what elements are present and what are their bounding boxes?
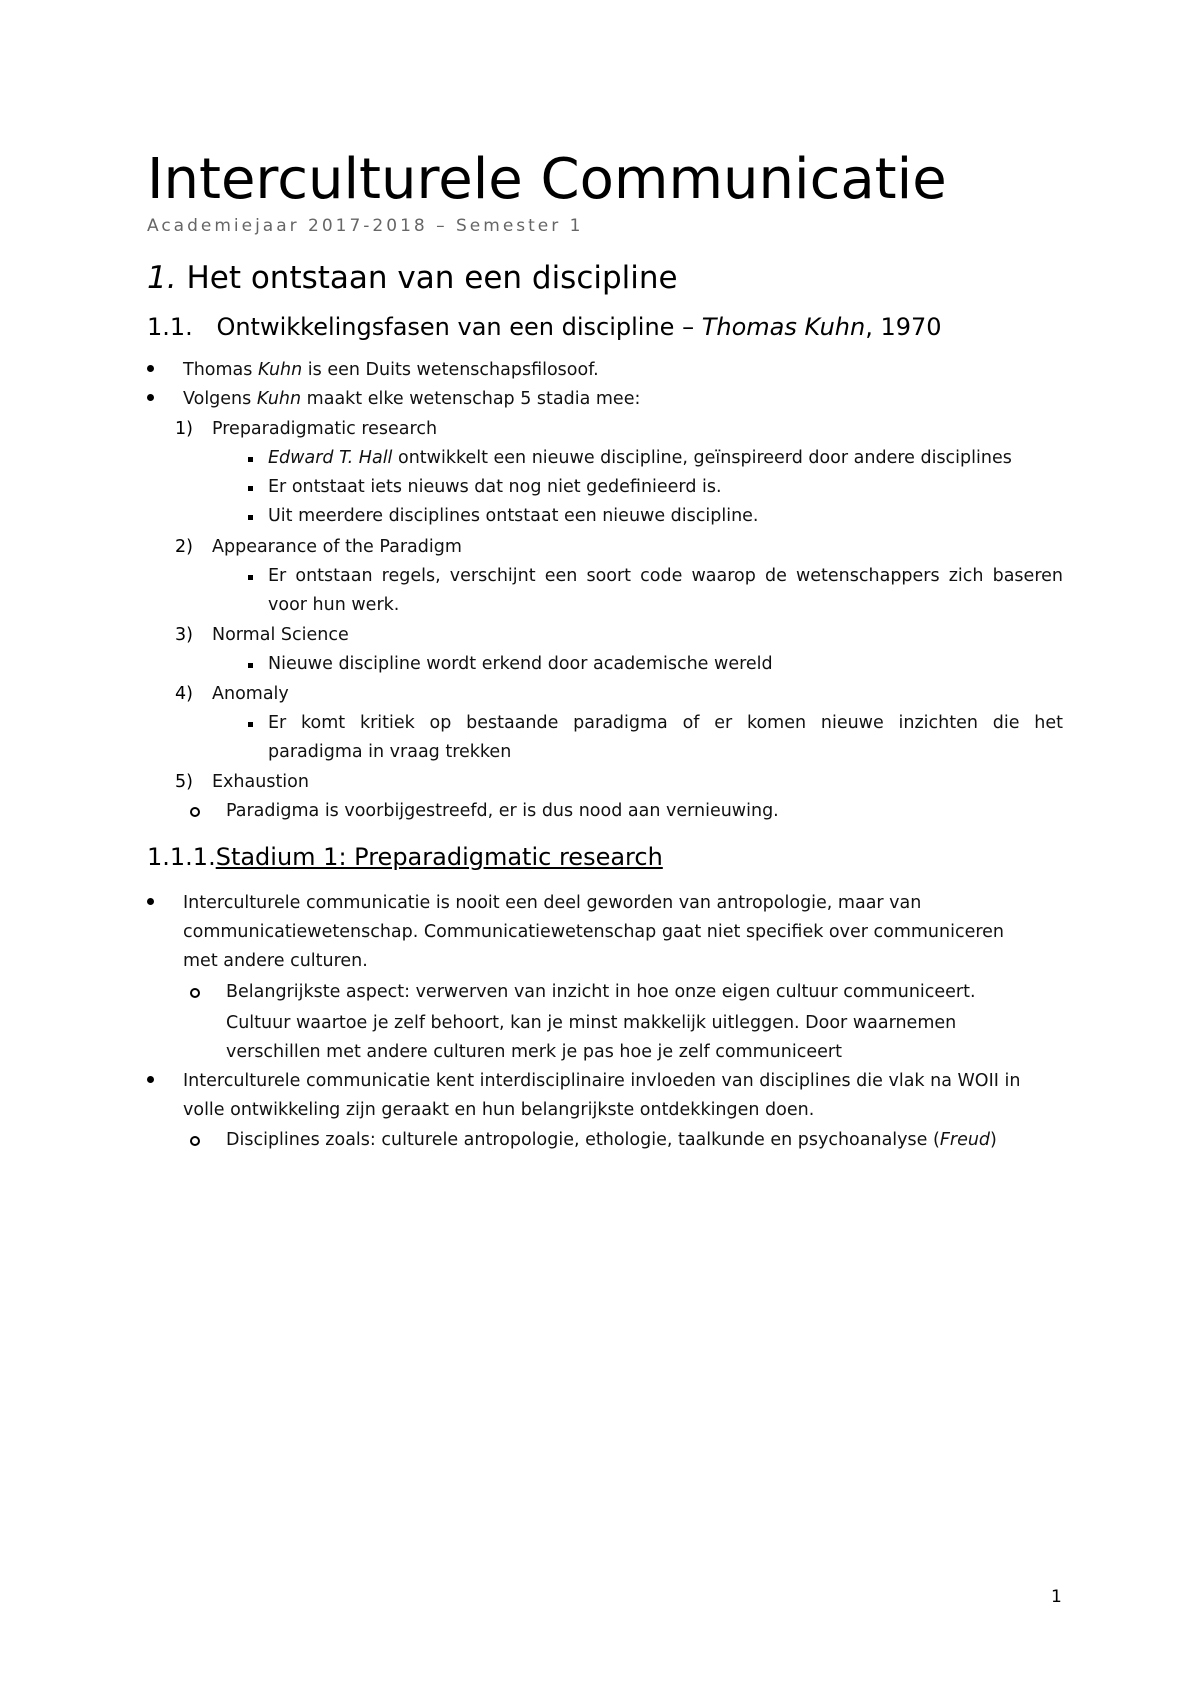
list-item: Uit meerdere disciplines ontstaat een nieuwe discipline.: [268, 506, 759, 526]
list-item: Er ontstaan regels, verschijnt een soort code waarop de wetenschappers zich baseren: [268, 566, 1063, 586]
page-number: 1: [1051, 1587, 1062, 1607]
bullet-icon: [248, 722, 253, 727]
list-item: Er komt kritiek op bestaande paradigma of er komen nieuwe inzichten die het: [268, 713, 1063, 733]
bullet-icon: [248, 515, 253, 520]
list-item: Volgens Kuhn maakt elke wetenschap 5 stadia mee:: [183, 389, 641, 409]
stage-label: Exhaustion: [212, 772, 309, 792]
list-item: Edward T. Hall ontwikkelt een nieuwe discipline, geïnspireerd door andere disciplines: [268, 448, 1012, 468]
document-title: Interculturele Communicatie: [147, 147, 947, 212]
stage-number: 2): [175, 537, 193, 557]
list-item: Interculturele communicatie kent interdisciplinaire invloeden van disciplines die vlak na WOII in: [183, 1071, 1021, 1091]
list-item: Nieuwe discipline wordt erkend door academische wereld: [268, 654, 773, 674]
bullet-icon: [190, 807, 200, 817]
heading-number: 1.1.1.: [147, 843, 216, 871]
list-item-continuation: communicatiewetenschap. Communicatiewetenschap gaat niet specifiek over communiceren: [183, 922, 1005, 942]
bullet-icon: [248, 663, 253, 668]
stage-label: Anomaly: [212, 684, 289, 704]
document-subtitle: Academiejaar 2017-2018 – Semester 1: [147, 216, 584, 236]
bullet-icon: [248, 457, 253, 462]
stage-label: Normal Science: [212, 625, 349, 645]
bullet-icon: [147, 898, 154, 905]
bullet-icon: [147, 365, 154, 372]
list-item: Paradigma is voorbijgestreefd, er is dus nood aan vernieuwing.: [226, 801, 779, 821]
list-item: Er ontstaat iets nieuws dat nog niet gedefinieerd is.: [268, 477, 722, 497]
list-item: Thomas Kuhn is een Duits wetenschapsfilosoof.: [183, 360, 599, 380]
list-item-continuation: paradigma in vraag trekken: [268, 742, 512, 762]
stage-label: Preparadigmatic research: [212, 419, 438, 439]
heading-text: Het ontstaan van een discipline: [186, 260, 678, 296]
heading-year: , 1970: [865, 313, 942, 341]
stage-number: 4): [175, 684, 193, 704]
list-item: Interculturele communicatie is nooit een deel geworden van antropologie, maar van: [183, 893, 922, 913]
heading-section-1-1: [147, 311, 942, 343]
bullet-icon: [147, 1076, 154, 1083]
list-item: Disciplines zoals: culturele antropologie, ethologie, taalkunde en psychoanalyse (Freud): [226, 1130, 997, 1150]
stage-number: 1): [175, 419, 193, 439]
list-item-continuation: met andere culturen.: [183, 951, 368, 971]
stage-number: 5): [175, 772, 193, 792]
list-item-continuation: volle ontwikkeling zijn geraakt en hun belangrijkste ontdekkingen doen.: [183, 1100, 815, 1120]
heading-text: Ontwikkelingsfasen van een discipline –: [216, 313, 695, 341]
list-item-continuation: Cultuur waartoe je zelf behoort, kan je minst makkelijk uitleggen. Door waarnemen: [226, 1013, 957, 1033]
bullet-icon: [248, 486, 253, 491]
heading-section-1: [147, 258, 678, 298]
bullet-icon: [190, 1136, 200, 1146]
bullet-icon: [248, 575, 253, 580]
bullet-icon: [147, 394, 154, 401]
heading-number: 1.: [147, 260, 177, 296]
stage-label: Appearance of the Paradigm: [212, 537, 462, 557]
list-item: Belangrijkste aspect: verwerven van inzicht in hoe onze eigen cultuur communiceert.: [226, 982, 976, 1002]
list-item-continuation: verschillen met andere culturen merk je pas hoe je zelf communiceert: [226, 1042, 842, 1062]
heading-section-1-1-1: [147, 841, 663, 873]
bullet-icon: [190, 988, 200, 998]
heading-author: Thomas Kuhn: [701, 313, 866, 341]
list-item-continuation: voor hun werk.: [268, 595, 400, 615]
heading-number: 1.1.: [147, 313, 193, 341]
heading-text: Stadium 1: Preparadigmatic research: [215, 843, 663, 871]
stage-number: 3): [175, 625, 193, 645]
